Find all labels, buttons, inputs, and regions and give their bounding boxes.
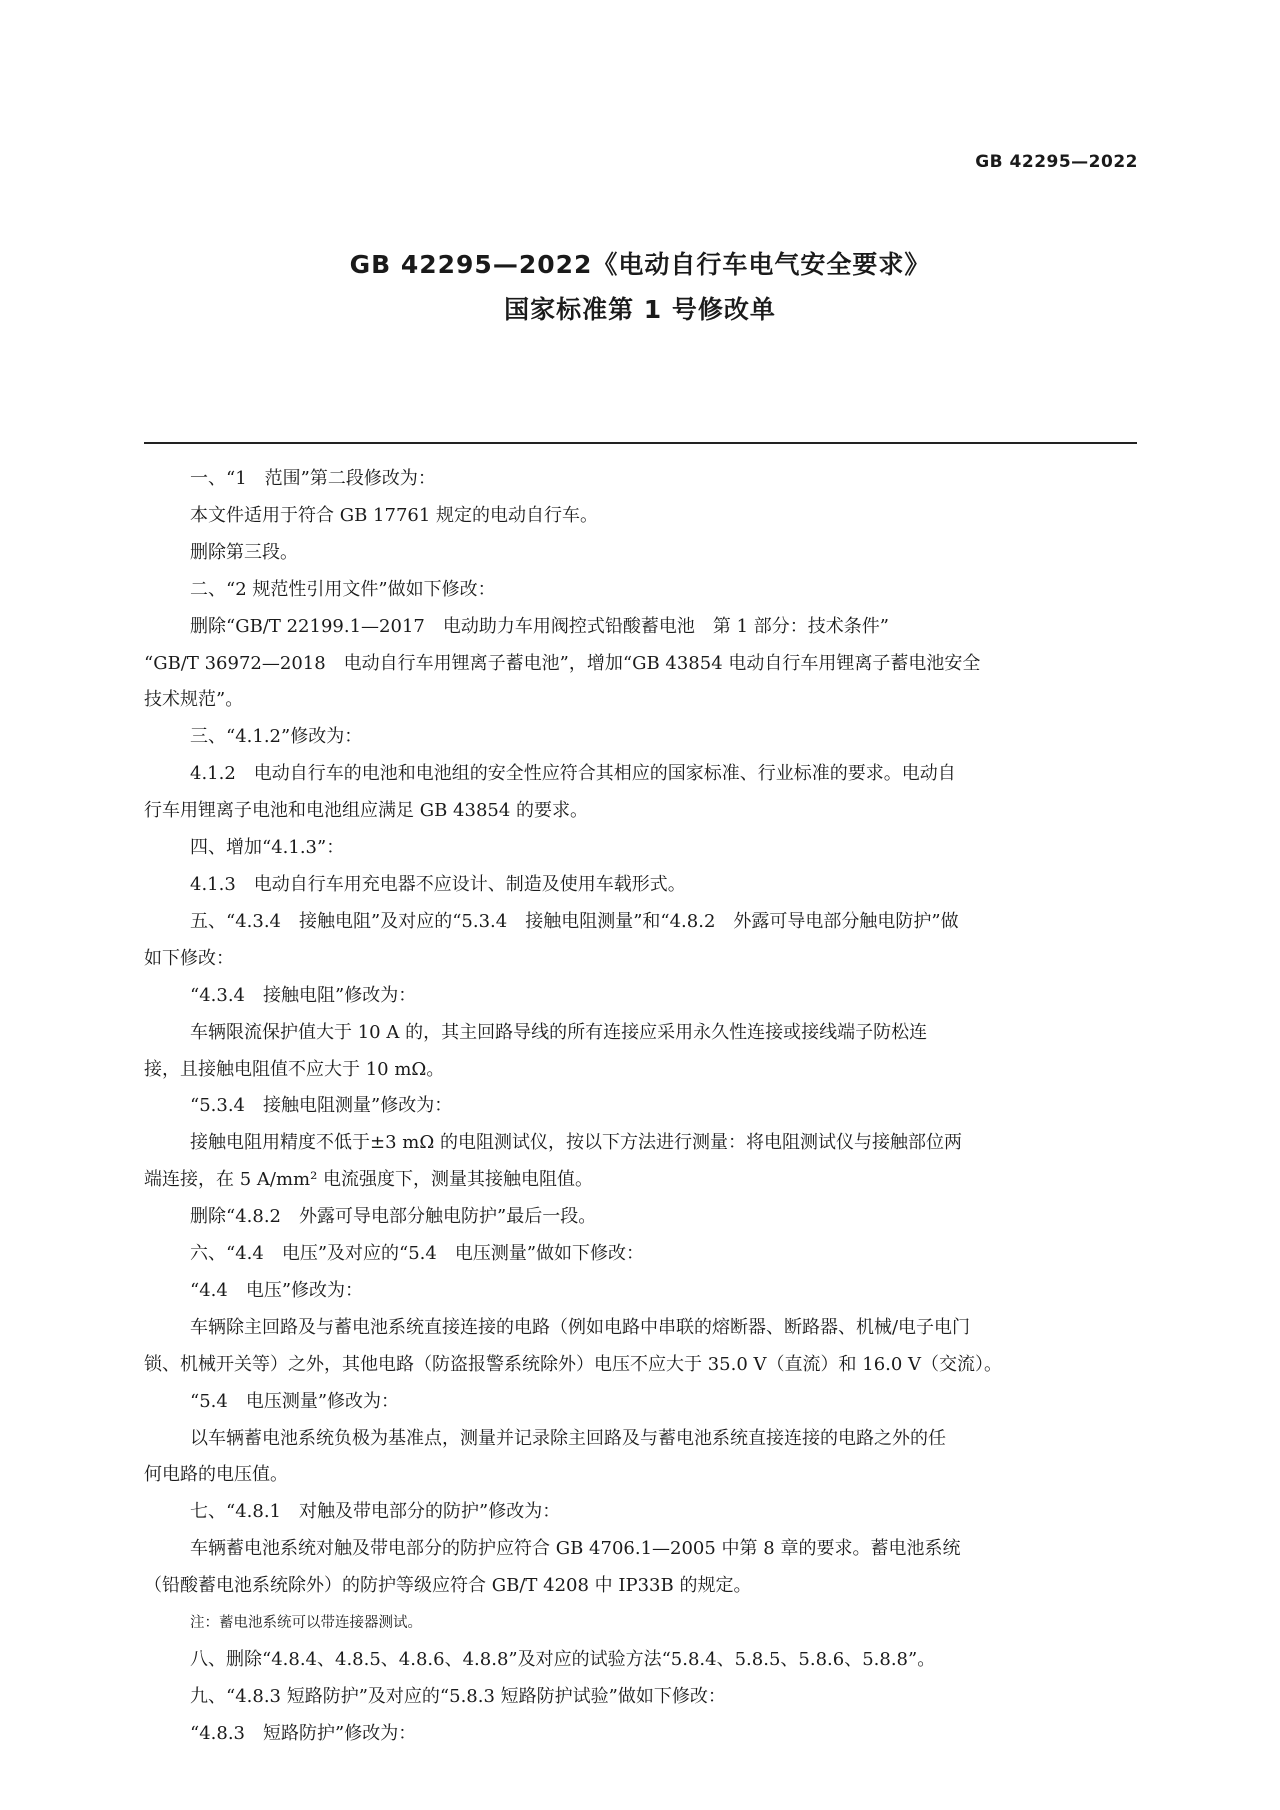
note: 注：蓄电池系统可以带连接器测试。 <box>190 1615 422 1632</box>
paragraph: 四、增加“4.1.3”： <box>190 837 345 859</box>
paragraph: “4.8.3 短路防护”修改为： <box>190 1722 417 1744</box>
document-title-line-1: GB 42295—2022《电动自行车电气安全要求》 <box>349 250 931 279</box>
paragraph: 八、删除“4.8.4、4.8.5、4.8.6、4.8.8”及对应的试验方法“5.8.4、5.8.5、5.8.6、5.8.8”。 <box>190 1649 936 1670</box>
paragraph-continuation: 行车用锂离子电池和电池组应满足 GB 43854 的要求。 <box>144 800 589 822</box>
standard-code-header: GB 42295—2022 <box>975 152 1138 172</box>
paragraph: 删除第三段。 <box>190 541 298 563</box>
paragraph: “5.4 电压测量”修改为： <box>190 1390 400 1412</box>
paragraph: 以车辆蓄电池系统负极为基准点，测量并记录除主回路及与蓄电池系统直接连接的电路之外的任 <box>190 1427 946 1449</box>
paragraph-continuation: 端连接，在 5 A/mm² 电流强度下，测量其接触电阻值。 <box>144 1169 594 1191</box>
paragraph-continuation: 如下修改： <box>144 947 234 969</box>
paragraph: 六、“4.4 电压”及对应的“5.4 电压测量”做如下修改： <box>190 1243 645 1265</box>
paragraph: 车辆蓄电池系统对触及带电部分的防护应符合 GB 4706.1—2005 中第 8 章的要求。蓄电池系统 <box>190 1538 961 1560</box>
paragraph: “4.4 电压”修改为： <box>190 1279 364 1301</box>
paragraph: 4.1.3 电动自行车用充电器不应设计、制造及使用车载形式。 <box>190 873 686 895</box>
paragraph: 删除“GB/T 22199.1—2017 电动助力车用阀控式铅酸蓄电池 第 1 部分：技术条件” <box>190 615 889 637</box>
paragraph-continuation: 何电路的电压值。 <box>144 1464 288 1486</box>
paragraph: “5.3.4 接触电阻测量”修改为： <box>190 1095 453 1117</box>
paragraph-continuation: 技术规范”。 <box>144 689 244 711</box>
paragraph-continuation: 锁、机械开关等）之外，其他电路（防盗报警系统除外）电压不应大于 35.0 V（直流）和 16.0 V（交流）。 <box>144 1353 1003 1375</box>
paragraph: 九、“4.8.3 短路防护”及对应的“5.8.3 短路防护试验”做如下修改： <box>190 1685 726 1707</box>
paragraph-continuation: （铅酸蓄电池系统除外）的防护等级应符合 GB/T 4208 中 IP33B 的规定。 <box>144 1575 752 1597</box>
paragraph: “4.3.4 接触电阻”修改为： <box>190 984 417 1006</box>
paragraph: 删除“4.8.2 外露可导电部分触电防护”最后一段。 <box>190 1206 597 1228</box>
title-separator-rule <box>144 442 1137 444</box>
paragraph: 三、“4.1.2”修改为： <box>190 726 363 748</box>
paragraph: 车辆除主回路及与蓄电池系统直接连接的电路（例如电路中串联的熔断器、断路器、机械/电子电门 <box>190 1316 971 1338</box>
document-title-line-2: 国家标准第 1 号修改单 <box>504 295 776 324</box>
paragraph: 接触电阻用精度不低于±3 mΩ 的电阻测试仪，按以下方法进行测量：将电阻测试仪与接触部位两 <box>190 1132 962 1154</box>
paragraph-continuation: “GB/T 36972—2018 电动自行车用锂离子蓄电池”，增加“GB 43854 电动自行车用锂离子蓄电池安全 <box>144 652 981 674</box>
paragraph: 4.1.2 电动自行车的电池和电池组的安全性应符合其相应的国家标准、行业标准的要求。电动自 <box>190 763 956 785</box>
paragraph: 七、“4.8.1 对触及带电部分的防护”修改为： <box>190 1501 561 1523</box>
paragraph: 二、“2 规范性引用文件”做如下修改： <box>190 578 496 600</box>
paragraph: 五、“4.3.4 接触电阻”及对应的“5.3.4 接触电阻测量”和“4.8.2 外露可导电部分触电防护”做 <box>190 910 959 932</box>
paragraph: 本文件适用于符合 GB 17761 规定的电动自行车。 <box>190 504 599 526</box>
paragraph: 一、“1 范围”第二段修改为： <box>190 468 436 489</box>
paragraph-continuation: 接，且接触电阻值不应大于 10 mΩ。 <box>144 1058 445 1080</box>
paragraph: 车辆限流保护值大于 10 A 的，其主回路导线的所有连接应采用永久性连接或接线端子防松连 <box>190 1021 928 1043</box>
document-body <box>144 461 1137 1753</box>
